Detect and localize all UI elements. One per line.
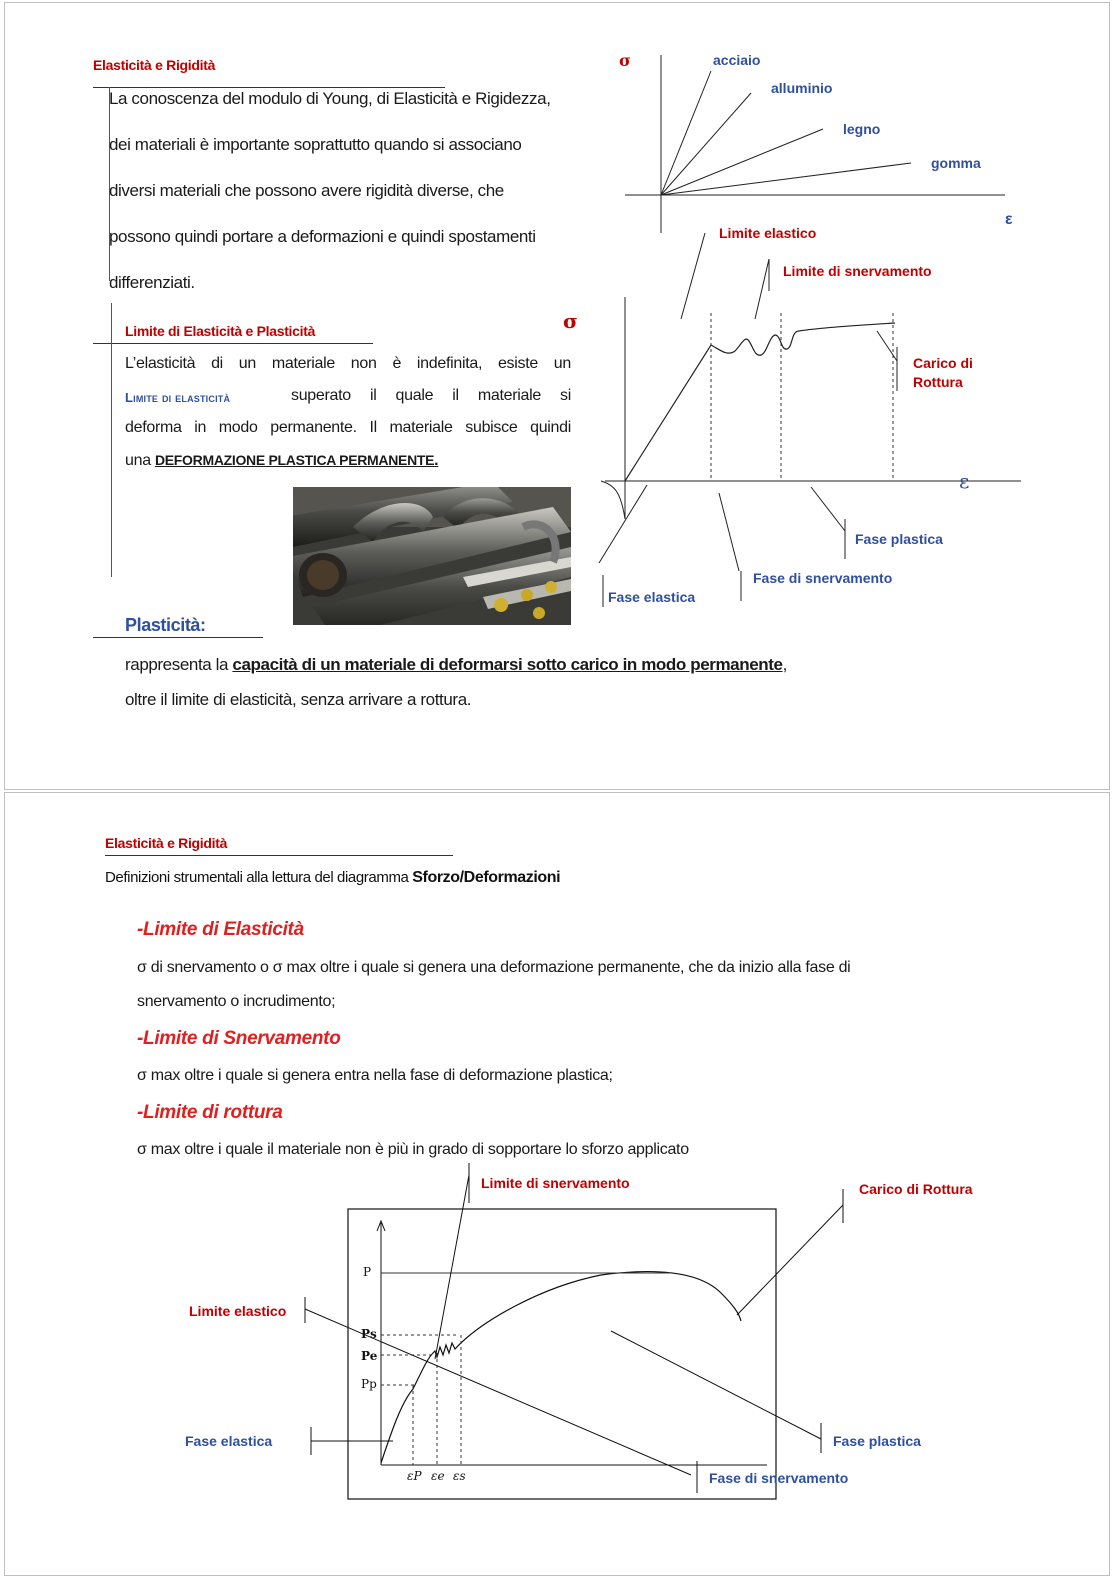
- plasticity-heading: Plasticità:: [125, 615, 206, 635]
- stress-strain-diagram: [585, 223, 1025, 613]
- line-gomma: [661, 163, 911, 195]
- label-fase-plastica: Fase plastica: [833, 1433, 921, 1449]
- sigma-symbol-2: σ: [563, 309, 578, 333]
- def-title-snervamento: -Limite di Snervamento: [137, 1028, 341, 1049]
- slide-2: [4, 792, 1110, 1576]
- label-rottura: Rottura: [913, 374, 963, 390]
- stiffness-diagram: [605, 43, 1025, 243]
- para-pre: una: [125, 452, 151, 469]
- intro-line: differenziati.: [109, 273, 195, 292]
- para-line: L’elasticità di un materiale non è indefinita, esiste un: [125, 355, 571, 372]
- slide-heading: Elasticità e Rigidità: [93, 57, 216, 73]
- side-rule-2: [111, 303, 112, 577]
- y-tick-Pp: Pp: [361, 1377, 377, 1391]
- intro-pre: Definizioni strumentali alla lettura del diagramma: [105, 869, 409, 886]
- label-limite-elastico: Limite elastico: [719, 225, 817, 241]
- slide-heading: Elasticità e Rigidità: [105, 835, 228, 851]
- material-label-alluminio: alluminio: [771, 80, 833, 96]
- def-title-elasticita: -Limite di Elasticità: [137, 919, 304, 940]
- subheading: Limite di Elasticità e Plasticità: [125, 323, 316, 339]
- heading-rule: [105, 855, 453, 856]
- line-acciaio: [661, 71, 711, 195]
- def-line: σ max oltre i quale il materiale non è più in grado di sopportare lo sforzo applicato: [137, 1141, 689, 1158]
- plasticity-bold: capacità di un materiale di deformarsi sotto carico in modo permanente: [232, 655, 783, 674]
- label-fase-plastica: Fase plastica: [855, 531, 943, 547]
- plasticity-rule: [93, 637, 263, 638]
- x-tick-ee: εe: [431, 1469, 445, 1483]
- para-post: .: [434, 452, 439, 469]
- label-carico-rottura: Carico di Rottura: [859, 1181, 973, 1197]
- x-tick-es: εs: [453, 1469, 466, 1483]
- def-line: snervamento o incrudimento;: [137, 993, 336, 1010]
- para-line-rest: superato il quale il materiale si: [291, 387, 571, 404]
- label-fase-elastica: Fase elastica: [608, 589, 696, 605]
- intro-bold: Sforzo/Deformazioni: [412, 869, 561, 886]
- intro-line: dei materiali è importante soprattutto quando si associano: [109, 135, 522, 154]
- term-limite-elasticita: Limite di elasticità: [125, 390, 231, 405]
- material-label-legno: legno: [843, 121, 881, 137]
- slide-1: [4, 2, 1110, 790]
- intro-line: possono quindi portare a deformazioni e quindi spostamenti: [109, 227, 536, 246]
- stress-strain-curve: [381, 1272, 741, 1463]
- steel-pipes-photo: [293, 487, 571, 625]
- line-alluminio: [661, 93, 751, 195]
- label-fase-snervamento: Fase di snervamento: [709, 1470, 849, 1486]
- y-tick-Pe: Pe: [361, 1349, 378, 1363]
- intro-line: La conoscenza del modulo di Young, di Elasticità e Rigidezza,: [109, 89, 551, 108]
- para-bold: DEFORMAZIONE PLASTICA PERMANENTE: [154, 452, 435, 468]
- plasticity-post: ,: [782, 655, 787, 674]
- plot-frame: [348, 1209, 776, 1499]
- epsilon-symbol-2: ε: [959, 469, 970, 493]
- label-limite-elastico: Limite elastico: [189, 1303, 287, 1319]
- label-fase-elastica: Fase elastica: [185, 1433, 273, 1449]
- material-label-acciaio: acciaio: [713, 52, 761, 68]
- heading-rule: [93, 87, 445, 88]
- stress-strain-plot: [181, 1163, 1061, 1503]
- label-fase-snervamento: Fase di snervamento: [753, 570, 893, 586]
- label-limite-snervamento: Limite di snervamento: [783, 263, 932, 279]
- def-title-rottura: -Limite di rottura: [137, 1102, 283, 1123]
- material-label-gomma: gomma: [931, 155, 981, 171]
- def-line: σ max oltre i quale si genera entra nella fase di deformazione plastica;: [137, 1067, 613, 1084]
- subheading-rule: [93, 343, 373, 344]
- x-tick-ep: εP: [407, 1469, 422, 1483]
- def-line: σ di snervamento o σ max oltre i quale si genera una deformazione permanente, che da inizio alla fase di: [137, 959, 851, 976]
- sigma-symbol: σ: [619, 51, 631, 70]
- plasticity-line-2: oltre il limite di elasticità, senza arrivare a rottura.: [125, 690, 472, 709]
- intro-line: diversi materiali che possono avere rigidità diverse, che: [109, 181, 504, 200]
- para-line-2: [125, 387, 571, 405]
- para-line: deforma in modo permanente. Il materiale subisce quindi: [125, 419, 571, 436]
- plasticity-pre: rappresenta la: [125, 655, 229, 674]
- y-tick-P: P: [363, 1265, 372, 1279]
- label-limite-snervamento: Limite di snervamento: [481, 1175, 630, 1191]
- epsilon-symbol: ε: [1005, 211, 1013, 228]
- para-line-4: [125, 452, 438, 470]
- y-tick-Ps: Ps: [361, 1327, 377, 1341]
- intro-line: [105, 869, 560, 887]
- plasticity-line-1: [125, 655, 787, 675]
- label-carico-di: Carico di: [913, 355, 973, 371]
- stress-strain-curve: [625, 323, 895, 481]
